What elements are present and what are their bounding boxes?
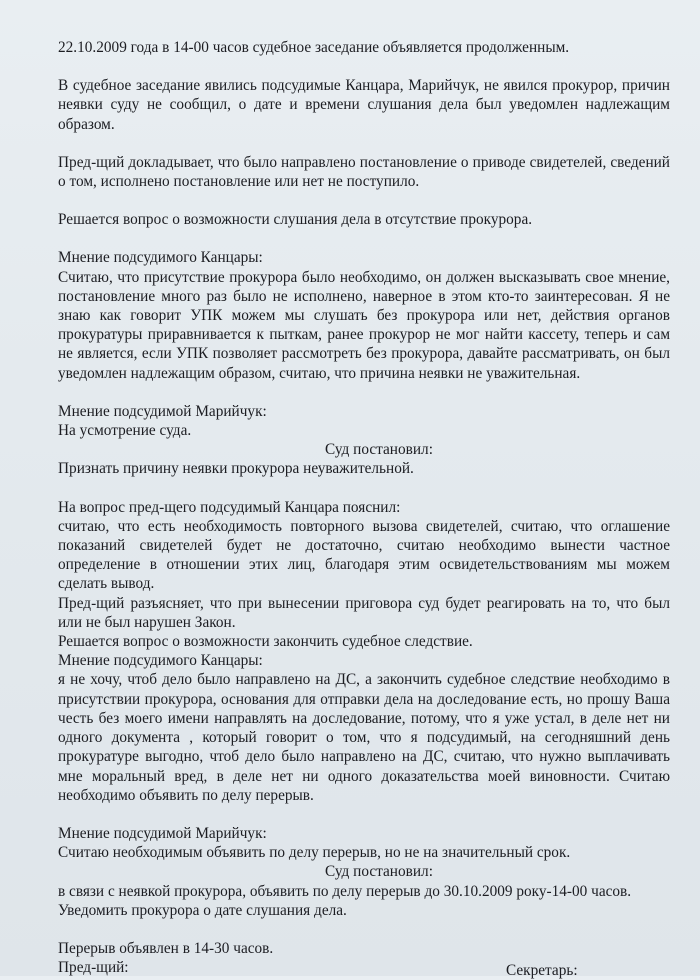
opinion-kantsara-2-header: Мнение подсудимого Канцары: xyxy=(58,652,263,670)
secretary-signature-label: Секретарь: xyxy=(506,962,578,980)
question-by-presiding: На вопрос пред-щего подсудимый Канцара пояснил: xyxy=(58,498,401,516)
presiding-signature-label: Пред-щий: xyxy=(58,959,129,977)
signature-row xyxy=(58,958,670,980)
ruling-2-line-2: Уведомить прокурора о дате слушания дела. xyxy=(58,901,347,919)
question-absence-prosecutor: Решается вопрос о возможности слушания дела в отсутствие прокурора. xyxy=(58,211,533,229)
court-ruled-2-heading: Суд постановил: xyxy=(325,863,433,881)
opinion-mariychuk-2-header: Мнение подсудимой Марийчук: xyxy=(58,824,267,842)
opinion-mariychuk-1-text: На усмотрение суда. xyxy=(58,422,192,440)
opinion-kantsara-2-text: я не хочу, чтоб дело было направлено на ДС, а закончить судебное следствие необходимо в присутствии прокурора, основания для отправки дела на доследование есть, но прошу Ваша честь без моего имени направлять на доследование, потому, что я уже устал, в деле нет ни одного документа , который говорит о том, что я подсудимый, на сегодняшний день прокуратуре выгодно, чтоб дело было направлено на ДС, считаю, что нужно выплачивать мне моральный вред, в деле нет ни одного доказательства моей виновности. Считаю необходимо объявить по делу перерыв. xyxy=(58,671,670,804)
ruling-2-line-1: в связи с неявкой прокурора, объявить по делу перерыв до 30.10.2009 року-14-00 часов. xyxy=(58,882,632,900)
opinion-kantsara-1-header: Мнение подсудимого Канцары: xyxy=(58,249,263,267)
opinion-mariychuk-1-header: Мнение подсудимой Марийчук: xyxy=(58,402,267,420)
ruling-1-text: Признать причину неявки прокурора неуважительной. xyxy=(58,460,414,478)
court-ruled-1-heading: Суд постановил: xyxy=(325,441,433,459)
date-line: 22.10.2009 года в 14-00 часов судебное заседание объявляется продолженным. xyxy=(58,39,570,56)
presiding-report-paragraph: Пред-щий докладывает, что было направлено постановление о приводе свидетелей, сведений о том, исполнено постановление или нет не поступило. xyxy=(58,153,670,191)
question-finish-investigation: Решается вопрос о возможности закончить судебное следствие. xyxy=(58,633,473,651)
opinion-mariychuk-2-text: Считаю необходимым объявить по делу перерыв, но не на значительный срок. xyxy=(58,844,571,862)
attendance-paragraph: В судебное заседание явились подсудимые Канцара, Марийчук, не явился прокурор, причин неявки суду не сообщил, о дате и времени слушания дела был уведомлен надлежащим образом. xyxy=(58,77,670,133)
kantsara-explanation: считаю, что есть необходимость повторного вызова свидетелей, считаю, что оглашение показаний свидетелей будет не достаточно, считаю необходимо вынести частное определение в отношении этих лиц, благодаря этим освидетельствованиям мы можем сделать вывод. xyxy=(58,517,670,593)
break-announced: Перерыв объявлен в 14-30 часов. xyxy=(58,939,274,957)
opinion-kantsara-1-text: Считаю, что присутствие прокурора было необходимо, он должен высказывать свое мнение, постановление много раз было не исполнено, наверное в этом кто-то заинтересован. Я не знаю как говорит УПК можем мы слушать без прокурора или нет, действия органов прокуратуры приравнивается к пыткам, ранее прокурор не мог найти кассету, теперь и сам не является, если УПК позволяет рассмотреть без прокурора, давайте рассматривать, он был уведомлен надлежащим образом, считаю, что причина неявки не уважительная. xyxy=(58,268,670,382)
presiding-explains: Пред-щий разъясняет, что при вынесении приговора суд будет реагировать на то, что был или не был нарушен Закон. xyxy=(58,594,670,631)
